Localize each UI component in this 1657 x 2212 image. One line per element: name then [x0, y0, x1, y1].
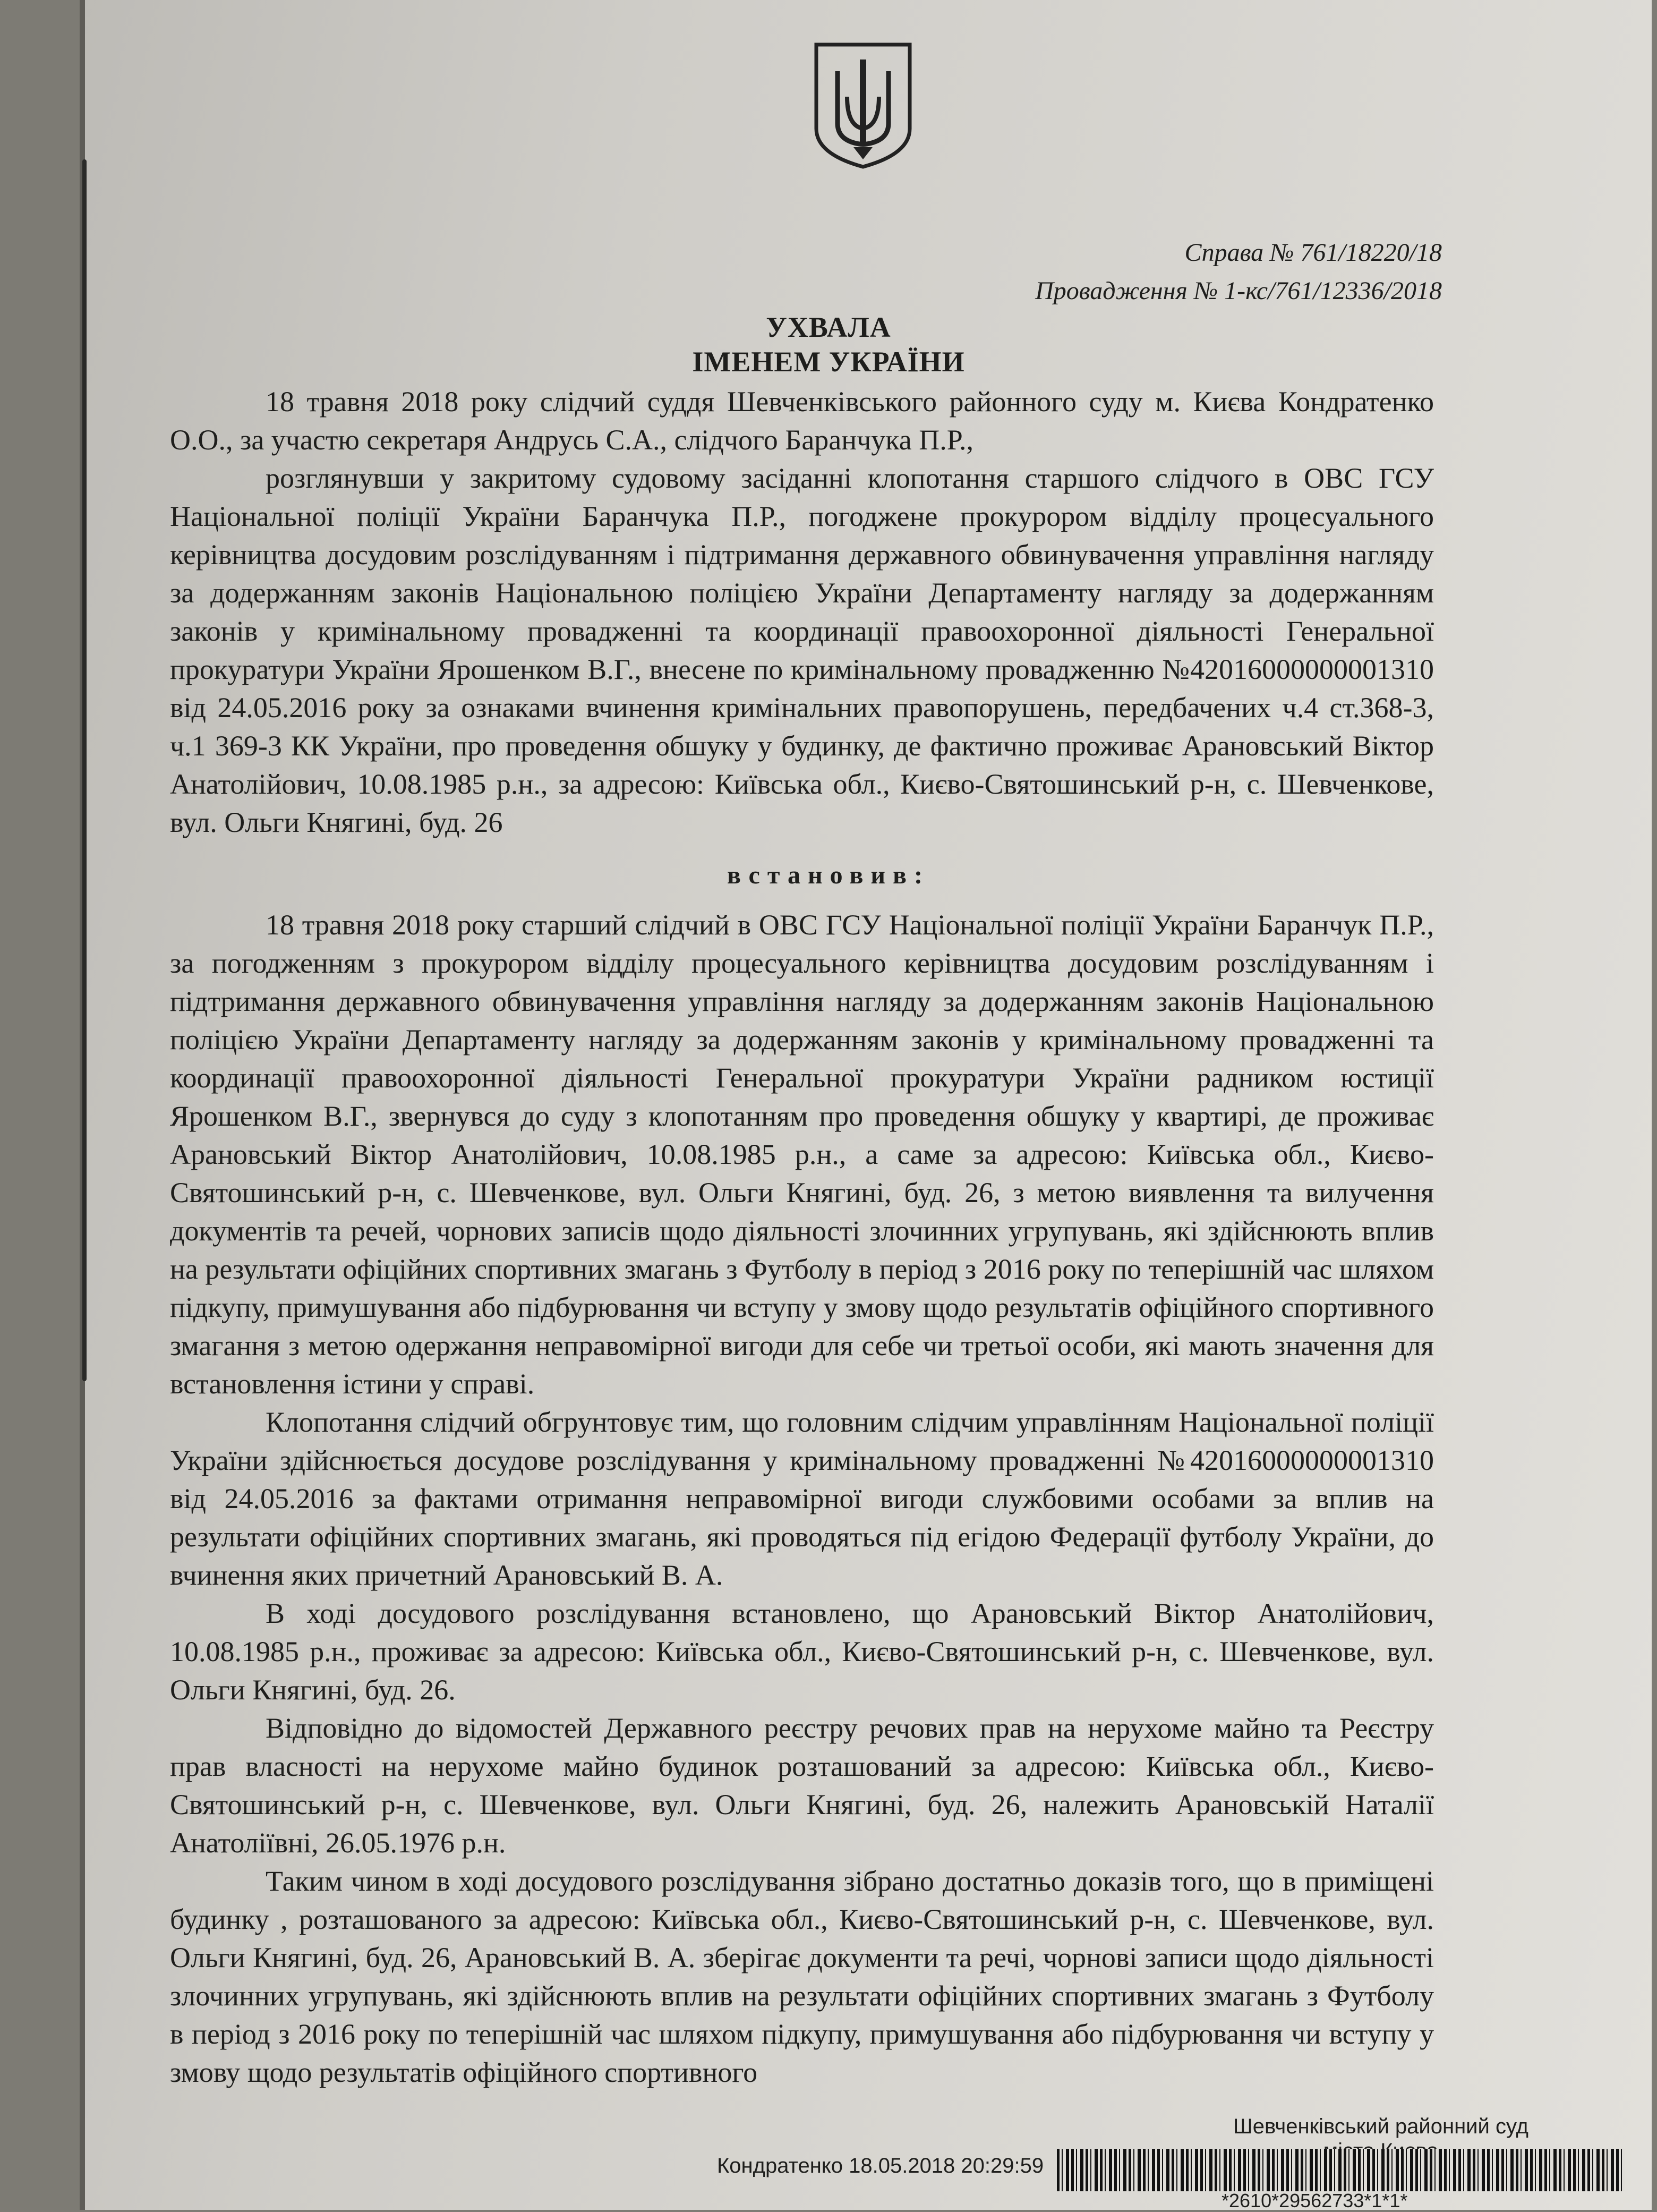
court-name-line: Шевченківський районний суд — [1233, 2115, 1528, 2138]
signer-timestamp: Кондратенко 18.05.2018 20:29:59 — [717, 2154, 1044, 2177]
intro-paragraph: розглянувши у закритому судовому засіданні клопотання старшого слідчого в ОВС ГСУ Національної поліції України Баранчука П.Р., погоджене прокурором відділу процесуального керівництва досудовим розслідуванням і підтримання державного обвинувачення управління нагляду за додержанням законів Національною поліцією України Департаменту нагляду за додержанням законів у кримінальному провадженні та координації правоохоронної діяльності Генеральної прокуратури України Ярошенком В.Г., внесене по кримінальному провадженню №42016000000001310 від 24.05.2016 року за ознаками вчинення кримінальних правопорушень, передбачених ч.4 ст.368-3, ч.1 369-3 КК України, про проведення обшуку у будинку, де фактично проживає Арановський Віктор Анатолійович, 10.08.1985 р.н., за адресою: Київська обл., Києво-Святошинський р-н, с. Шевченкове, вул. Ольги Княгині, буд. 26 — [170, 462, 1434, 838]
document-title: УХВАЛА — [766, 311, 891, 343]
section-heading: встановив: — [727, 861, 930, 889]
body-paragraph: В ході досудового розслідування встановлено, що Арановський Віктор Анатолійович, 10.08.1985 р.н., проживає за адресою: Київська обл., Києво-Святошинський р-н, с. Шевченкове, вул. Ольги Княгині, буд. 26. — [170, 1597, 1434, 1706]
barcode — [1057, 2149, 1625, 2191]
proceeding-number: Провадження № 1-кс/761/12336/2018 — [1035, 277, 1442, 305]
barcode-number: *2610*29562733*1*1* — [1222, 2190, 1408, 2211]
trident-emblem-icon — [810, 38, 916, 171]
intro-section — [170, 382, 1434, 841]
document-subtitle: ІМЕНЕМ УКРАЇНИ — [692, 346, 965, 378]
body-paragraph: 18 травня 2018 року старший слідчий в ОВС ГСУ Національної поліції України Баранчук П.Р., за погодженням з прокурором відділу процесуального керівництва досудовим розслідуванням і підтримання державного обвинувачення управління нагляду за додержанням законів Національною поліцією України Департаменту нагляду за додержанням законів у кримінальному провадженні та координації правоохоронної діяльності Генеральної прокуратури України радником юстиції Ярошенком В.Г., звернувся до суду з клопотанням про проведення обшуку у квартирі, де проживає Арановський Віктор Анатолійович, 10.08.1985 р.н., а саме за адресою: Київська обл., Києво-Святошинський р-н, с. Шевченкове, вул. Ольги Княгині, буд. 26, з метою виявлення та вилучення документів та речей, чорнових записів щодо діяльності злочинних угрупувань, які здійснюють вплив на результати офіційних спортивних змагань з Футболу в період з 2016 року по теперішній час шляхом підкупу, примушування або підбурювання чи вступу у змову щодо результатів офіційного спортивного змагання з метою одержання неправомірної вигоди для себе чи третьої особи, які мають значення для встановлення істини у справі. — [170, 909, 1434, 1400]
case-number: Справа № 761/18220/18 — [1184, 239, 1442, 267]
body-paragraph: Клопотання слідчий обгрунтовує тим, що головним слідчим управлінням Національної поліції України здійснюється досудове розслідування у кримінальному провадженні №42016000000001310 від 24.05.2016 за фактами отримання неправомірної вигоди службовими особами за вплив на результати офіційних спортивних змагань, які проводяться під егідою Федерації футболу України, до вчинення яких причетний Арановський В. А. — [170, 1406, 1434, 1591]
case-numbers — [1035, 234, 1442, 310]
intro-paragraph: 18 травня 2018 року слідчий суддя Шевченківського районного суду м. Києва Кондратенко О.О., за участю секретаря Андрусь С.А., слідчого Баранчука П.Р., — [170, 386, 1434, 456]
body-paragraph: Відповідно до відомостей Державного реєстру речових прав на нерухоме майно та Реєстру прав власності на нерухоме майно будинок розташований за адресою: Київська обл., Києво-Святошинський р-н, с. Шевченкове, вул. Ольги Княгині, буд. 26, належить Арановській Наталії Анатоліївні, 26.05.1976 р.н. — [170, 1712, 1434, 1859]
body-paragraph: Таким чином в ході досудового розслідування зібрано достатньо доказів того, що в приміщені будинку , розташованого за адресою: Київська обл., Києво-Святошинський р-н, с. Шевченкове, вул. Ольги Княгині, буд. 26, Арановський В. А. зберігає документи та речі, чорнові записи щодо діяльності злочинних угрупувань, які здійснюють вплив на результати офіційних спортивних змагань з Футболу в період з 2016 року по теперішній час шляхом підкупу, примушування або підбурювання чи вступу у змову щодо результатів офіційного спортивного — [170, 1865, 1434, 2088]
main-body — [170, 906, 1434, 2091]
